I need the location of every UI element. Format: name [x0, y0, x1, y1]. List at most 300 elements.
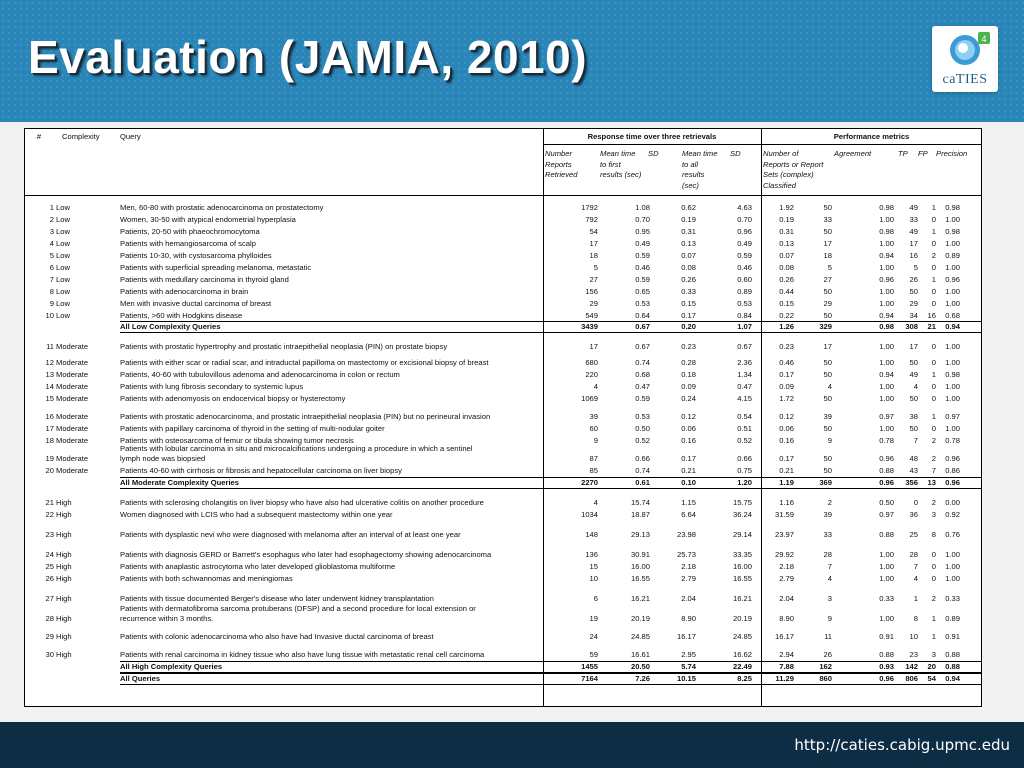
- row-number: 14: [45, 382, 54, 391]
- total-m2: 8.25: [737, 674, 752, 683]
- row-ag: 1.00: [879, 263, 894, 272]
- row-m2: 4.63: [737, 203, 752, 212]
- row-m1: 0.47: [635, 382, 650, 391]
- row-m2: 16.62: [732, 650, 752, 659]
- row-pr: 1.00: [945, 263, 960, 272]
- total-nr: 2270: [581, 478, 598, 487]
- row-tp: 50: [909, 358, 918, 367]
- row-ns: 9: [827, 436, 832, 445]
- row-query: Patients with sclerosing cholangitis on liver biopsy who have also had ulcerative colitis on another procedure: [120, 498, 484, 507]
- row-s1: 0.07: [681, 251, 696, 260]
- row-m1: 0.59: [635, 394, 650, 403]
- header-agreement: Agreement: [834, 149, 872, 158]
- row-ns: 50: [823, 311, 832, 320]
- row-pr: 1.00: [945, 574, 960, 583]
- row-tp: 28: [909, 550, 918, 559]
- row-ag: 1.00: [879, 358, 894, 367]
- row-nr: 220: [585, 370, 598, 379]
- row-fp: 8: [931, 530, 936, 539]
- total-s1: 10.15: [676, 674, 696, 683]
- total-tp: 142: [905, 662, 918, 671]
- total-bottom-rule: [120, 488, 982, 489]
- header-number-sets-line: Sets (complex): [763, 170, 814, 179]
- row-pr: 0.96: [945, 454, 960, 463]
- row-pr: 1.00: [945, 342, 960, 351]
- row-s2: 1.92: [779, 203, 794, 212]
- row-ns: 7: [827, 562, 832, 571]
- row-query: Patients with prostatic adenocarcinoma, and prostatic intraepithelial neoplasia (PIN) but no perineural invasion: [120, 412, 491, 421]
- row-fp: 0: [931, 342, 936, 351]
- row-m2: 0.89: [737, 287, 752, 296]
- row-query-cont: recurrence within 3 months.: [120, 614, 214, 623]
- row-tp: 50: [909, 287, 918, 296]
- row-nr: 549: [585, 311, 598, 320]
- row-ag: 1.00: [879, 550, 894, 559]
- header-number-sets-line: Reports or Report: [763, 159, 824, 169]
- row-query: Patients with hemangiosarcoma of scalp: [120, 239, 256, 248]
- row-complexity: Moderate: [56, 466, 89, 475]
- row-ns: 33: [823, 215, 832, 224]
- row-nr: 10: [589, 574, 598, 583]
- row-m1: 0.74: [635, 358, 650, 367]
- header-mean-all-line: to all: [682, 159, 699, 169]
- total-nr: 3439: [581, 322, 598, 331]
- row-fp: 1: [931, 203, 936, 212]
- row-ns: 50: [823, 227, 832, 236]
- row-nr: 59: [589, 650, 598, 659]
- row-number: 27: [45, 594, 54, 603]
- row-m1: 0.65: [635, 287, 650, 296]
- row-number: 10: [45, 311, 54, 320]
- row-ag: 1.00: [879, 614, 894, 623]
- row-m1: 24.85: [630, 632, 650, 641]
- row-ag: 0.88: [879, 650, 894, 659]
- total-m2: 1.07: [737, 322, 752, 331]
- row-ag: 0.94: [879, 251, 894, 260]
- row-number: 16: [45, 412, 54, 421]
- row-query: Patients with lung fibrosis secondary to systemic lupus: [120, 382, 304, 391]
- caties-logo: [932, 26, 998, 92]
- total-bottom-rule: [120, 332, 982, 333]
- row-complexity: Low: [56, 239, 70, 248]
- row-s2: 0.44: [779, 287, 794, 296]
- row-fp: 0: [931, 382, 936, 391]
- total-fp: 54: [927, 674, 936, 683]
- row-pr: 0.96: [945, 275, 960, 284]
- row-number: 28: [45, 614, 54, 623]
- row-fp: 1: [931, 614, 936, 623]
- header-group-rule: [543, 144, 982, 145]
- header-number-reports-line: Reports: [545, 159, 572, 169]
- row-query: Patients with anaplastic astrocytoma who later developed glioblastoma multiforme: [120, 562, 396, 571]
- row-complexity: Moderate: [56, 454, 89, 463]
- row-pr: 1.00: [945, 239, 960, 248]
- row-number: 5: [49, 251, 54, 260]
- row-m2: 0.75: [737, 466, 752, 475]
- row-complexity: Low: [56, 215, 70, 224]
- row-m2: 0.60: [737, 275, 752, 284]
- row-tp: 17: [909, 342, 918, 351]
- row-ag: 0.96: [879, 275, 894, 284]
- header-bottom-rule: [24, 195, 982, 196]
- row-query: Patients with dysplastic nevi who were diagnosed with melanoma after an interval of at least one year: [120, 530, 461, 539]
- row-ns: 33: [823, 530, 832, 539]
- row-query: Patients 10-30, with cystosarcoma phylloides: [120, 251, 272, 260]
- row-m2: 0.59: [737, 251, 752, 260]
- row-s1: 0.26: [681, 275, 696, 284]
- row-nr: 17: [589, 342, 598, 351]
- row-ns: 11: [824, 632, 832, 641]
- row-complexity: High: [56, 562, 72, 571]
- row-ns: 39: [823, 412, 832, 421]
- header-sd-all: SD: [730, 149, 741, 158]
- row-ns: 50: [823, 370, 832, 379]
- row-s2: 0.31: [779, 227, 794, 236]
- row-ag: 0.88: [879, 530, 894, 539]
- row-ns: 50: [823, 454, 832, 463]
- total-ag: 0.96: [879, 478, 894, 487]
- total-label: All Moderate Complexity Queries: [120, 478, 240, 487]
- row-s2: 2.04: [779, 594, 794, 603]
- total-tp: 806: [905, 674, 918, 683]
- row-m2: 0.70: [737, 215, 752, 224]
- slide-footer: [0, 722, 1024, 768]
- total-fp: 13: [927, 478, 936, 487]
- row-number: 25: [45, 562, 54, 571]
- row-tp: 23: [909, 650, 918, 659]
- footer-url[interactable]: http://caties.cabig.upmc.edu: [794, 736, 1010, 754]
- row-number: 13: [45, 370, 54, 379]
- row-query: Women, 30-50 with atypical endometrial hyperplasia: [120, 215, 296, 224]
- row-nr: 4: [593, 498, 598, 507]
- row-query: Patients with both schwannomas and meningiomas: [120, 574, 293, 583]
- row-s2: 2.94: [779, 650, 794, 659]
- row-m2: 24.85: [732, 632, 752, 641]
- row-ag: 1.00: [879, 239, 894, 248]
- header-mean-all-line: results: [682, 170, 705, 179]
- row-tp: 50: [909, 394, 918, 403]
- row-fp: 0: [931, 299, 936, 308]
- row-tp: 5: [913, 263, 918, 272]
- row-m2: 0.53: [737, 299, 752, 308]
- total-pr: 0.96: [945, 478, 960, 487]
- row-pr: 1.00: [945, 424, 960, 433]
- row-number: 6: [49, 263, 54, 272]
- row-number: 1: [49, 203, 54, 212]
- row-nr: 792: [585, 215, 598, 224]
- row-tp: 25: [909, 530, 918, 539]
- row-complexity: Moderate: [56, 412, 89, 421]
- row-fp: 2: [931, 251, 936, 260]
- row-tp: 49: [909, 203, 918, 212]
- header-num: #: [36, 132, 42, 141]
- row-number: 4: [49, 239, 54, 248]
- header-performance: Performance metrics: [833, 132, 910, 141]
- row-s2: 0.22: [779, 311, 794, 320]
- header-number-reports-line: Retrieved: [545, 170, 578, 179]
- logo-text: caTIES: [942, 72, 988, 87]
- row-s1: 25.73: [676, 550, 696, 559]
- row-fp: 1: [931, 227, 936, 236]
- row-s2: 0.15: [779, 299, 794, 308]
- row-m1: 0.95: [635, 227, 650, 236]
- row-m1: 0.46: [635, 263, 650, 272]
- total-tp: 308: [905, 322, 918, 331]
- row-complexity: High: [56, 510, 72, 519]
- row-nr: 148: [585, 530, 598, 539]
- row-number: 7: [49, 275, 54, 284]
- row-ns: 4: [827, 574, 832, 583]
- row-s1: 2.18: [681, 562, 696, 571]
- row-nr: 85: [589, 466, 598, 475]
- row-s1: 2.04: [681, 594, 696, 603]
- row-ns: 5: [827, 263, 832, 272]
- row-s1: 0.08: [681, 263, 696, 272]
- row-query-cont: lymph node was biopsied: [120, 454, 206, 463]
- row-tp: 7: [913, 562, 918, 571]
- row-ag: 0.96: [879, 454, 894, 463]
- row-query: Patients with tissue documented Berger's disease who later underwent kidney transplantation: [120, 594, 434, 603]
- row-ag: 1.00: [879, 299, 894, 308]
- total-s1: 5.74: [681, 662, 696, 671]
- row-complexity: Low: [56, 227, 70, 236]
- row-s2: 0.09: [779, 382, 794, 391]
- row-number: 15: [45, 394, 54, 403]
- row-tp: 50: [909, 424, 918, 433]
- row-m2: 0.49: [737, 239, 752, 248]
- header-number-sets-line: Number of: [763, 149, 799, 158]
- row-nr: 156: [585, 287, 598, 296]
- row-number: 29: [45, 632, 54, 641]
- row-s1: 0.33: [681, 287, 696, 296]
- total-ag: 0.98: [879, 322, 894, 331]
- row-m1: 15.74: [630, 498, 650, 507]
- row-complexity: Low: [56, 299, 70, 308]
- row-query: Patients, >60 with Hodgkins disease: [120, 311, 243, 320]
- header-mean-first-line: results (sec): [600, 170, 642, 179]
- row-s2: 0.17: [779, 370, 794, 379]
- content-area: [0, 122, 1024, 722]
- row-complexity: High: [56, 550, 72, 559]
- row-ag: 0.94: [879, 311, 894, 320]
- row-s1: 0.28: [681, 358, 696, 367]
- row-ns: 29: [823, 299, 832, 308]
- row-tp: 29: [909, 299, 918, 308]
- row-m1: 1.08: [635, 203, 650, 212]
- total-ag: 0.96: [879, 674, 894, 683]
- header-query: Query: [120, 132, 141, 141]
- row-nr: 17: [589, 239, 598, 248]
- row-fp: 1: [931, 370, 936, 379]
- row-tp: 8: [913, 614, 918, 623]
- row-query: Patients, 20-50 with phaeochromocytoma: [120, 227, 260, 236]
- row-s1: 2.95: [681, 650, 696, 659]
- row-ag: 1.00: [879, 382, 894, 391]
- row-ag: 0.97: [879, 510, 894, 519]
- row-query: Patients with adenocarcinoma in brain: [120, 287, 249, 296]
- row-pr: 0.00: [945, 498, 960, 507]
- total-ns: 860: [819, 674, 832, 683]
- row-pr: 0.78: [945, 436, 960, 445]
- total-m1: 7.26: [635, 674, 650, 683]
- row-tp: 48: [909, 454, 918, 463]
- row-complexity: High: [56, 614, 72, 623]
- row-query: Patients, 40-60 with tubulovillous adenoma and adenocarcinoma in colon or rectum: [120, 370, 400, 379]
- row-s2: 0.26: [779, 275, 794, 284]
- results-table: [24, 128, 982, 706]
- row-m2: 0.54: [737, 412, 752, 421]
- divider-query-response: [543, 128, 544, 706]
- row-nr: 680: [585, 358, 598, 367]
- row-pr: 0.89: [945, 251, 960, 260]
- header-complexity: Complexity: [62, 132, 100, 141]
- row-number: 11: [46, 342, 54, 351]
- row-pr: 1.00: [945, 394, 960, 403]
- total-s1: 0.20: [681, 322, 696, 331]
- svg-text:4: 4: [981, 34, 987, 44]
- row-query: Patients with renal carcinoma in kidney tissue who also have lung tissue with metastatic renal cell carcinoma: [120, 650, 485, 659]
- row-m1: 20.19: [630, 614, 650, 623]
- row-s1: 16.17: [676, 632, 696, 641]
- row-query: Patients with colonic adenocarcinoma who also have had Invasive ductal carcinoma of breast: [120, 632, 434, 641]
- total-ns: 369: [819, 478, 832, 487]
- row-tp: 10: [909, 632, 918, 641]
- row-ag: 1.00: [879, 574, 894, 583]
- row-complexity: Low: [56, 203, 70, 212]
- row-query: Men with invasive ductal carcinoma of breast: [120, 299, 272, 308]
- row-pr: 0.92: [945, 510, 960, 519]
- row-fp: 0: [931, 574, 936, 583]
- row-m1: 0.53: [635, 412, 650, 421]
- row-m1: 0.70: [635, 215, 650, 224]
- row-ag: 0.98: [879, 227, 894, 236]
- row-pr: 1.00: [945, 287, 960, 296]
- row-query: Patients with dermatofibroma sarcoma protuberans (DFSP) and a second procedure for local extension or: [120, 604, 476, 613]
- row-fp: 2: [931, 436, 936, 445]
- row-m2: 0.66: [737, 454, 752, 463]
- row-s1: 1.15: [681, 498, 696, 507]
- row-complexity: High: [56, 530, 72, 539]
- slide-header: [0, 0, 1024, 122]
- row-nr: 87: [589, 454, 598, 463]
- row-ag: 1.00: [879, 287, 894, 296]
- row-query: Patients with lobular carcinoma in situ and microcalcifications undergoing a procedure in which a sentinel: [120, 444, 473, 453]
- total-label: All Low Complexity Queries: [120, 322, 221, 331]
- header-response-time: Response time over three retrievals: [587, 132, 717, 141]
- row-s2: 2.79: [779, 574, 794, 583]
- row-s2: 0.19: [779, 215, 794, 224]
- row-pr: 1.00: [945, 562, 960, 571]
- row-pr: 0.98: [945, 203, 960, 212]
- row-nr: 9: [593, 436, 598, 445]
- row-m2: 1.34: [737, 370, 752, 379]
- row-s1: 0.13: [681, 239, 696, 248]
- row-number: 19: [45, 454, 54, 463]
- total-label: All High Complexity Queries: [120, 662, 223, 671]
- row-nr: 136: [585, 550, 598, 559]
- row-m1: 16.55: [630, 574, 650, 583]
- row-pr: 0.91: [945, 632, 960, 641]
- row-query: Patients with either scar or radial scar, and intraductal papilloma on mastectomy or excisional biopsy of breast: [120, 358, 489, 367]
- row-complexity: Low: [56, 263, 70, 272]
- row-complexity: High: [56, 594, 72, 603]
- row-fp: 0: [931, 215, 936, 224]
- row-nr: 60: [589, 424, 598, 433]
- row-ag: 0.33: [879, 594, 894, 603]
- row-m2: 15.75: [732, 498, 752, 507]
- row-fp: 1: [931, 412, 936, 421]
- row-tp: 7: [913, 436, 918, 445]
- row-nr: 6: [593, 594, 598, 603]
- row-number: 30: [45, 650, 54, 659]
- row-ns: 9: [827, 614, 832, 623]
- row-ag: 0.98: [879, 203, 894, 212]
- row-ag: 1.00: [879, 342, 894, 351]
- row-m1: 0.67: [635, 342, 650, 351]
- total-pr: 0.94: [945, 322, 960, 331]
- row-pr: 0.76: [945, 530, 960, 539]
- row-tp: 17: [909, 239, 918, 248]
- row-m1: 0.66: [635, 454, 650, 463]
- row-complexity: High: [56, 574, 72, 583]
- row-complexity: Moderate: [56, 370, 89, 379]
- row-number: 17: [45, 424, 54, 433]
- row-nr: 1792: [581, 203, 598, 212]
- row-s1: 8.90: [681, 614, 696, 623]
- row-s2: 0.13: [779, 239, 794, 248]
- row-m2: 0.47: [737, 382, 752, 391]
- row-m2: 36.24: [732, 510, 752, 519]
- row-s2: 1.72: [779, 394, 794, 403]
- row-query: Patients with osteosarcoma of femur or tibula showing tumor necrosis: [120, 436, 354, 445]
- total-m1: 0.61: [635, 478, 650, 487]
- total-m2: 1.20: [737, 478, 752, 487]
- row-m1: 16.61: [630, 650, 650, 659]
- row-pr: 0.97: [945, 412, 960, 421]
- row-complexity: Moderate: [56, 382, 89, 391]
- row-s1: 0.17: [681, 311, 696, 320]
- row-complexity: Moderate: [56, 424, 89, 433]
- row-tp: 26: [909, 275, 918, 284]
- row-ns: 28: [823, 550, 832, 559]
- slide-title: Evaluation (JAMIA, 2010): [28, 31, 588, 83]
- row-number: 24: [45, 550, 54, 559]
- total-m1: 0.67: [635, 322, 650, 331]
- row-fp: 3: [931, 510, 936, 519]
- row-fp: 3: [931, 650, 936, 659]
- row-tp: 43: [909, 466, 918, 475]
- row-s2: 0.46: [779, 358, 794, 367]
- row-nr: 27: [589, 275, 598, 284]
- row-s1: 0.62: [681, 203, 696, 212]
- row-pr: 0.33: [945, 594, 960, 603]
- row-number: 9: [49, 299, 54, 308]
- row-s1: 0.21: [681, 466, 696, 475]
- row-tp: 34: [909, 311, 918, 320]
- row-number: 12: [45, 358, 54, 367]
- row-ns: 18: [823, 251, 832, 260]
- row-nr: 1034: [581, 510, 598, 519]
- row-m2: 20.19: [732, 614, 752, 623]
- row-complexity: Moderate: [56, 436, 89, 445]
- row-nr: 15: [589, 562, 598, 571]
- row-m2: 16.21: [732, 594, 752, 603]
- row-s2: 0.12: [779, 412, 794, 421]
- row-ag: 0.78: [879, 436, 894, 445]
- row-s1: 2.79: [681, 574, 696, 583]
- row-ag: 1.00: [879, 394, 894, 403]
- row-ns: 39: [823, 510, 832, 519]
